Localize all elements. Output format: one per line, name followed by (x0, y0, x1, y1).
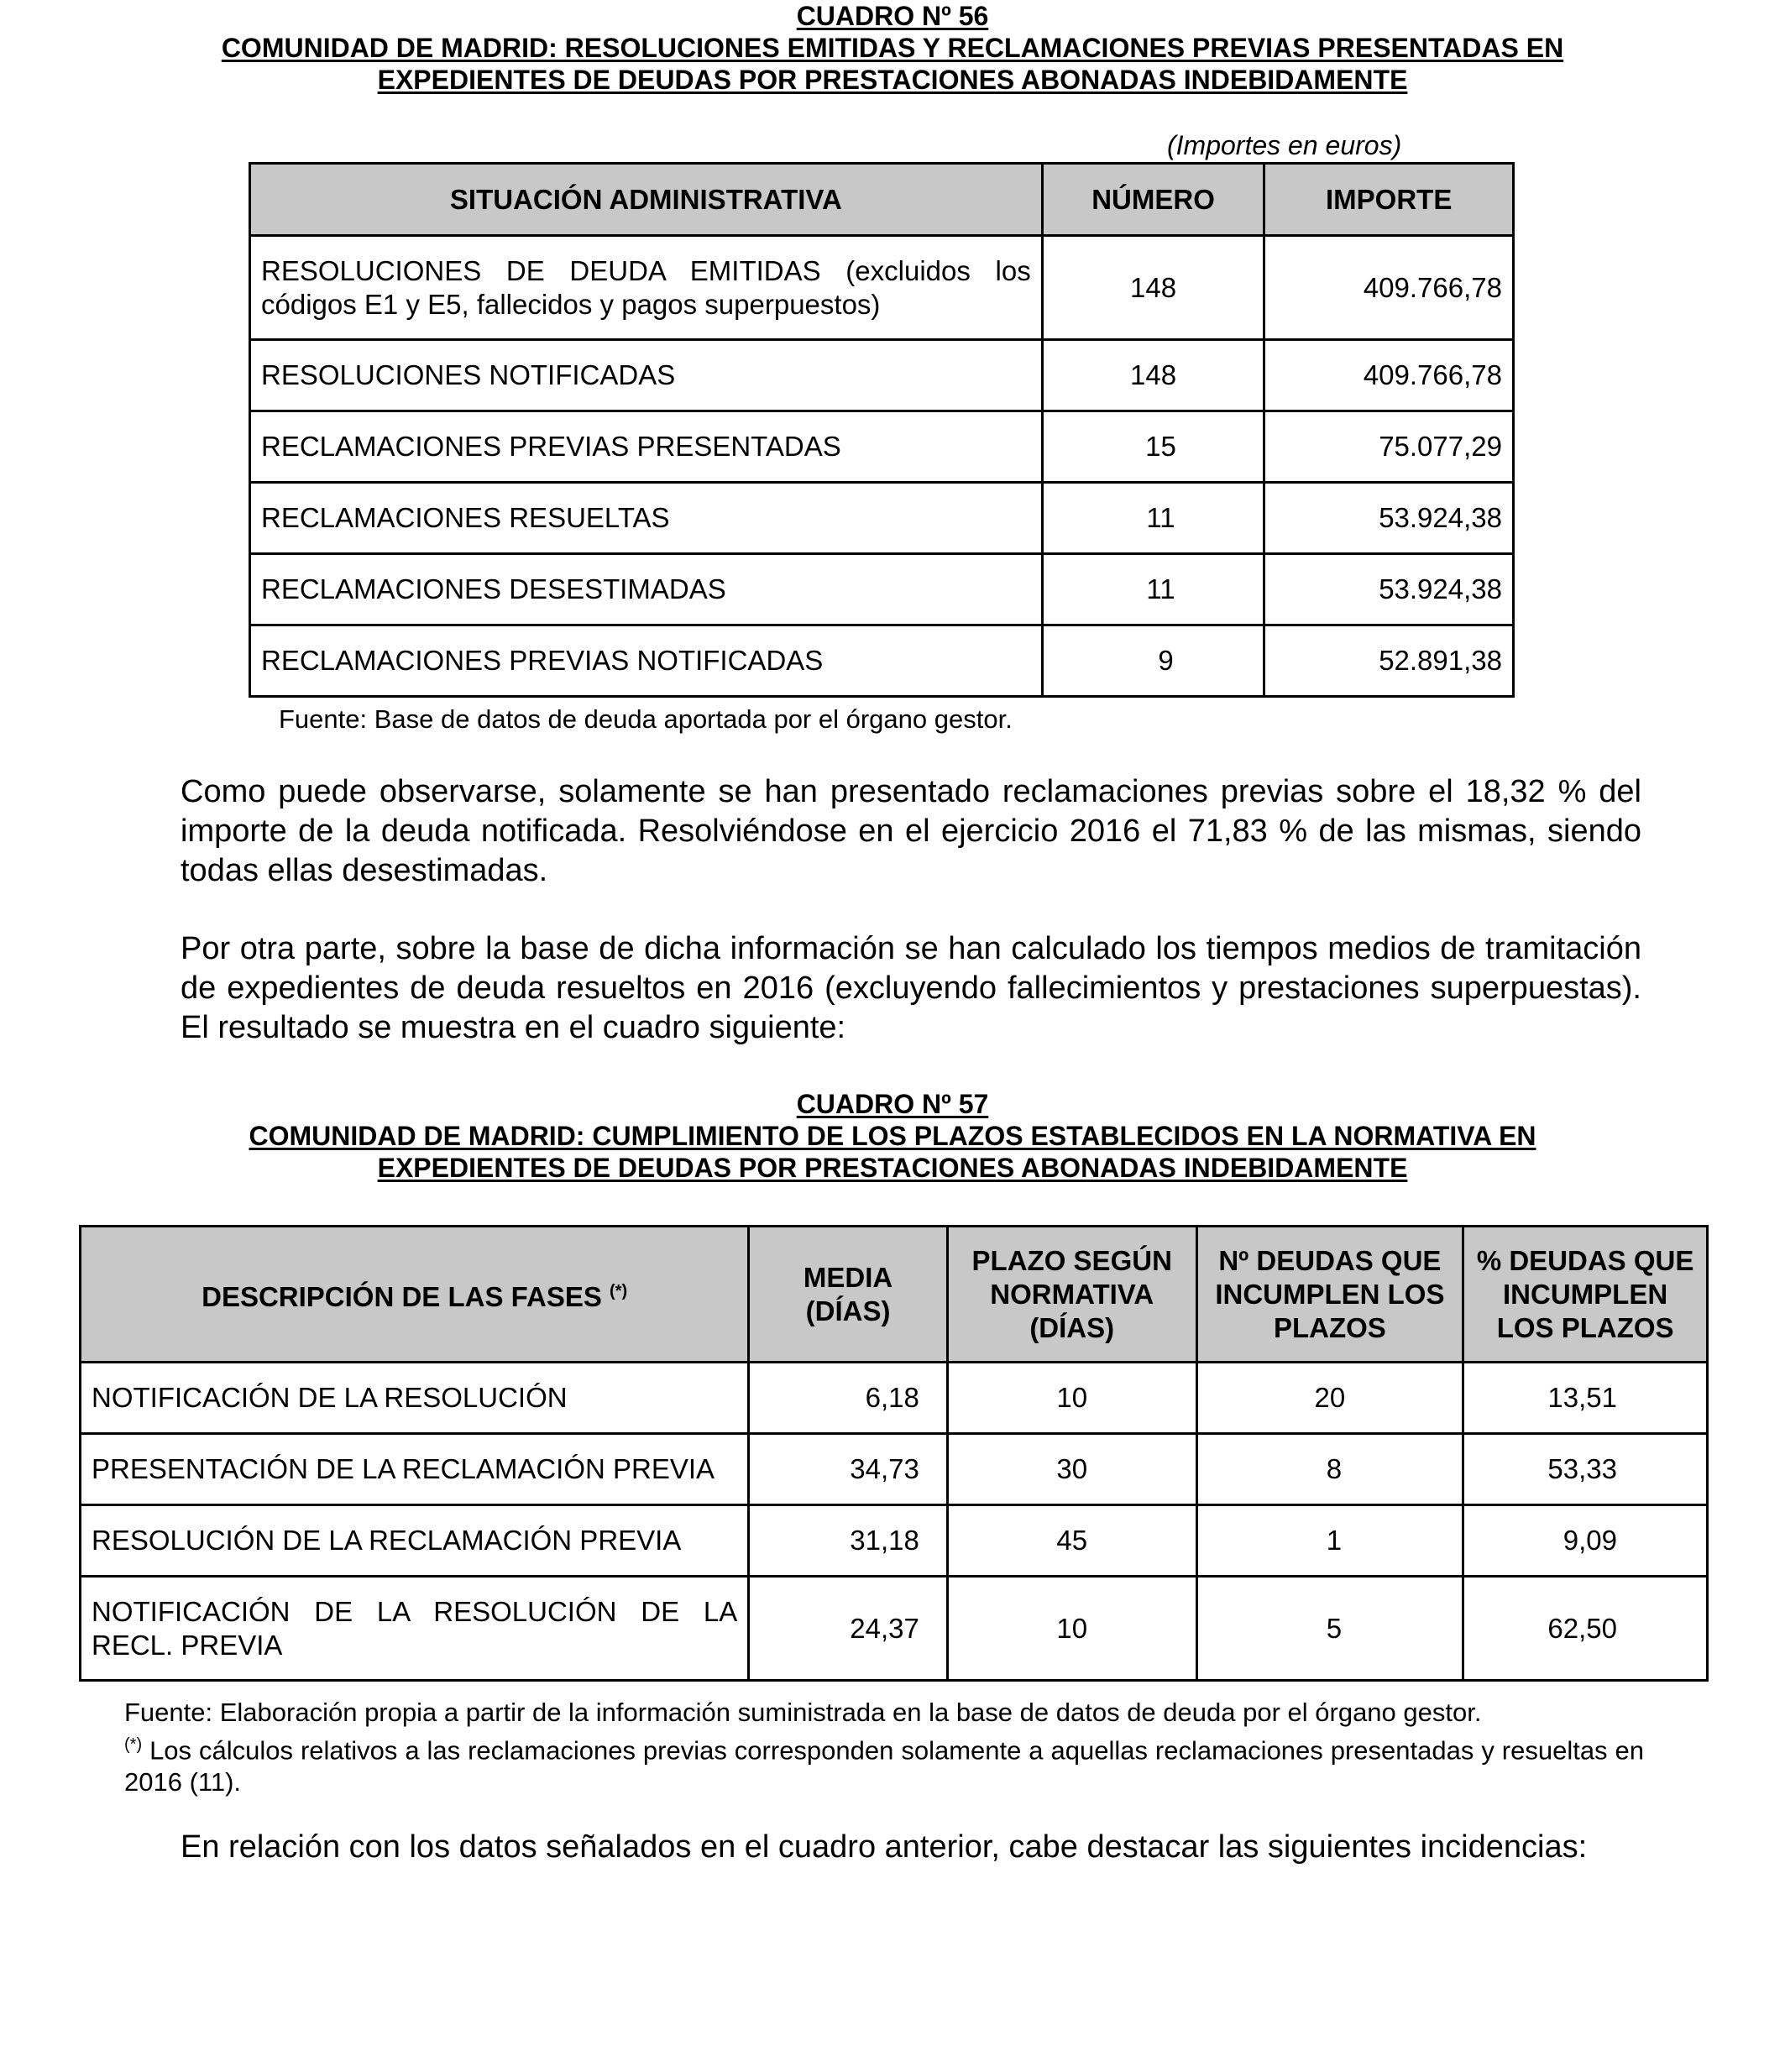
footnote-marker: (*) (610, 1282, 628, 1300)
table-row (250, 483, 1514, 554)
row-label-line2: RECL. PREVIA (92, 1629, 283, 1661)
row-media: 24,37 (749, 1577, 948, 1681)
header-importe: IMPORTE (1264, 164, 1514, 236)
header-fases (81, 1227, 749, 1363)
cuadro-57-title-line1: COMUNIDAD DE MADRID: CUMPLIMIENTO DE LOS PLAZOS ESTABLECIDOS EN LA NORMATIVA EN (249, 1121, 1536, 1151)
row-label: RECLAMACIONES PREVIAS PRESENTADAS (250, 411, 1043, 483)
footnote-text: Los cálculos relativos a las reclamaciones previas corresponden solamente a aquellas reclamaciones presentadas y resueltas en 2016 (11). (124, 1735, 1644, 1797)
table-row (250, 340, 1514, 411)
row-media: 34,73 (749, 1434, 948, 1505)
cuadro-56-table (249, 162, 1515, 698)
cuadro-56-title-line1: COMUNIDAD DE MADRID: RESOLUCIONES EMITIDAS Y RECLAMACIONES PREVIAS PRESENTADAS EN (221, 33, 1564, 63)
row-label: NOTIFICACIÓN DE LA RESOLUCIÓN (81, 1363, 749, 1434)
footnote-marker: (*) (124, 1735, 143, 1754)
row-plazo: 10 (947, 1577, 1196, 1681)
table-header-row (250, 164, 1514, 236)
units-note: (Importes en euros) (1167, 130, 1402, 160)
header-ndeudas (1196, 1227, 1463, 1363)
cuadro-57-footnote (124, 1729, 1644, 1798)
header-pdeudas-line3: LOS PLAZOS (1496, 1311, 1674, 1343)
table-row (81, 1434, 1708, 1505)
row-importe: 409.766,78 (1264, 236, 1514, 340)
header-pdeudas (1463, 1227, 1708, 1363)
row-label: RECLAMACIONES RESUELTAS (250, 483, 1043, 554)
paragraph-2: Por otra parte, sobre la base de dicha información se han calculado los tiempos medios de tramitación de expedientes de deuda resueltos en 2016 (excluyendo fallecimientos y prestaciones superpuestas). El resultado se muestra en el cuadro siguiente: (181, 931, 1641, 1045)
row-label (250, 236, 1043, 340)
row-plazo: 10 (947, 1363, 1196, 1434)
table-row (81, 1363, 1708, 1434)
row-media: 31,18 (749, 1505, 948, 1577)
row-pdeudas: 9,09 (1463, 1505, 1708, 1577)
header-media-line2: (DÍAS) (805, 1295, 891, 1326)
row-numero: 148 (1042, 340, 1264, 411)
cuadro-56-number: CUADRO Nº 56 (796, 1, 989, 31)
header-pdeudas-line1: % DEUDAS QUE (1476, 1244, 1694, 1276)
header-pdeudas-line2: INCUMPLEN (1503, 1278, 1668, 1310)
row-label: RECLAMACIONES PREVIAS NOTIFICADAS (250, 625, 1043, 697)
row-label: RECLAMACIONES DESESTIMADAS (250, 554, 1043, 625)
header-ndeudas-line2: INCUMPLEN LOS (1215, 1278, 1445, 1310)
header-media (749, 1227, 948, 1363)
row-ndeudas: 5 (1196, 1577, 1463, 1681)
row-numero: 11 (1042, 483, 1264, 554)
row-label: RESOLUCIÓN DE LA RECLAMACIÓN PREVIA (81, 1505, 749, 1577)
row-importe: 52.891,38 (1264, 625, 1514, 697)
header-plazo-line1: PLAZO SEGÚN (971, 1244, 1172, 1276)
paragraph-1: Como puede observarse, solamente se han presentado reclamaciones previas sobre el 18,32 % del importe de la deuda notificada. Resolviéndose en el ejercicio 2016 el 71,83 % de las mismas, siendo todas ellas desestimadas. (181, 774, 1641, 888)
header-media-line1: MEDIA (803, 1261, 893, 1293)
header-fases-label: DESCRIPCIÓN DE LAS FASES (202, 1281, 602, 1312)
table-row (81, 1505, 1708, 1577)
header-ndeudas-line3: PLAZOS (1273, 1311, 1386, 1343)
cuadro-57-source: Fuente: Elaboración propia a partir de la información suministrada en la base de datos de deuda por el órgano gestor. (124, 1698, 1482, 1727)
row-numero: 9 (1042, 625, 1264, 697)
row-label-line2: códigos E1 y E5, fallecidos y pagos superpuestos) (261, 288, 881, 320)
row-label: PRESENTACIÓN DE LA RECLAMACIÓN PREVIA (81, 1434, 749, 1505)
row-plazo: 30 (947, 1434, 1196, 1505)
row-pdeudas: 53,33 (1463, 1434, 1708, 1505)
table-header-row (81, 1227, 1708, 1363)
cuadro-57-table (79, 1225, 1709, 1682)
row-importe: 409.766,78 (1264, 340, 1514, 411)
row-pdeudas: 62,50 (1463, 1577, 1708, 1681)
paragraph-3: En relación con los datos señalados en el cuadro anterior, cabe destacar las siguientes incidencias: (181, 1829, 1588, 1865)
cuadro-56-title-line2: EXPEDIENTES DE DEUDAS POR PRESTACIONES ABONADAS INDEBIDAMENTE (377, 65, 1408, 95)
cuadro-56-source: Fuente: Base de datos de deuda aportada por el órgano gestor. (279, 704, 1013, 734)
header-ndeudas-line1: Nº DEUDAS QUE (1218, 1244, 1442, 1276)
table-row (250, 554, 1514, 625)
table-row (250, 411, 1514, 483)
row-media: 6,18 (749, 1363, 948, 1434)
row-label (81, 1577, 749, 1681)
row-pdeudas: 13,51 (1463, 1363, 1708, 1434)
row-numero: 11 (1042, 554, 1264, 625)
table-row (250, 236, 1514, 340)
cuadro-57-number: CUADRO Nº 57 (796, 1089, 989, 1119)
row-label: RESOLUCIONES NOTIFICADAS (250, 340, 1043, 411)
header-plazo (947, 1227, 1196, 1363)
row-plazo: 45 (947, 1505, 1196, 1577)
table-row (81, 1577, 1708, 1681)
row-label-line1: NOTIFICACIÓN DE LA RESOLUCIÓN DE LA (92, 1595, 738, 1627)
row-ndeudas: 20 (1196, 1363, 1463, 1434)
header-plazo-line3: (DÍAS) (1029, 1311, 1115, 1343)
header-situacion: SITUACIÓN ADMINISTRATIVA (250, 164, 1043, 236)
header-plazo-line2: NORMATIVA (990, 1278, 1154, 1310)
row-numero: 148 (1042, 236, 1264, 340)
row-importe: 75.077,29 (1264, 411, 1514, 483)
table-row (250, 625, 1514, 697)
row-importe: 53.924,38 (1264, 554, 1514, 625)
row-numero: 15 (1042, 411, 1264, 483)
row-label-line1: RESOLUCIONES DE DEUDA EMITIDAS (excluidos los (261, 254, 1031, 286)
row-ndeudas: 8 (1196, 1434, 1463, 1505)
cuadro-57-title-line2: EXPEDIENTES DE DEUDAS POR PRESTACIONES ABONADAS INDEBIDAMENTE (377, 1153, 1408, 1183)
row-ndeudas: 1 (1196, 1505, 1463, 1577)
header-numero: NÚMERO (1042, 164, 1264, 236)
row-importe: 53.924,38 (1264, 483, 1514, 554)
